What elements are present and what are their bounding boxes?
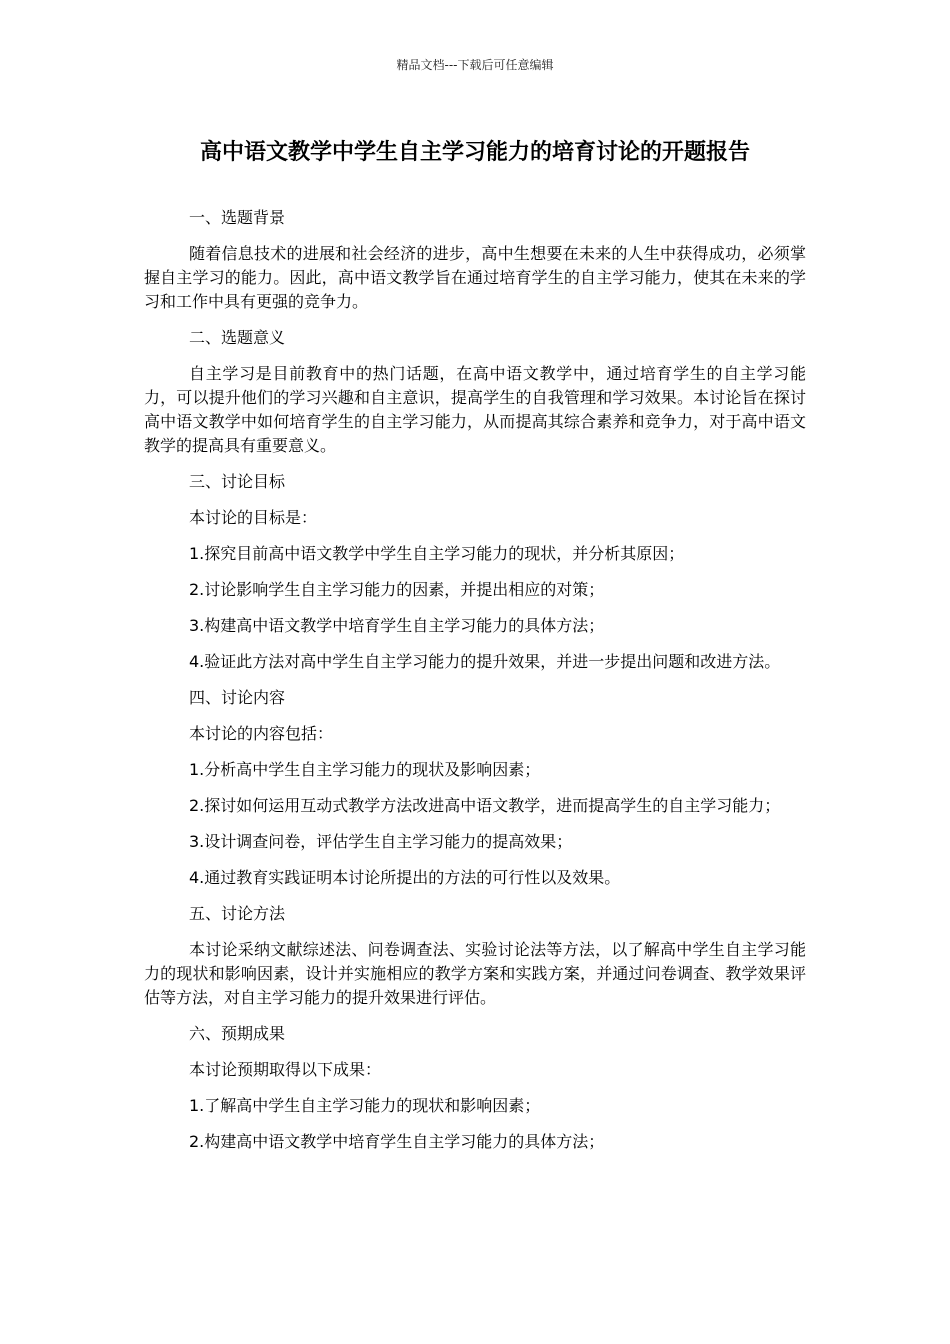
paragraph-content-intro: 本讨论的内容包括： — [189, 724, 334, 743]
paragraph-goals-intro: 本讨论的目标是： — [189, 508, 318, 527]
list-item-content-3: 3.设计调查问卷，评估学生自主学习能力的提高效果； — [189, 832, 573, 851]
document-title: 高中语文教学中学生自主学习能力的培育讨论的开题报告 — [199, 140, 750, 165]
header-note: 精品文档---下载后可任意编辑 — [396, 58, 554, 72]
paragraph-significance: 自主学习是目前教育中的热门话题，在高中语文教学中，通过培育学生的自主学习能力，可以提升他们的学习兴趣和自主意识，提高学生的自我管理和学习效果。本讨论旨在探讨高中语文教学中如何培育学生的自主学习能力，从而提高其综合素养和竞争力，对于高中语文教学的提高具有重要意义。 — [144, 364, 806, 455]
list-item-content-1: 1.分析高中学生自主学习能力的现状及影响因素； — [189, 760, 541, 779]
document-body — [144, 206, 806, 1166]
list-item-goal-1: 1.探究目前高中语文教学中学生自主学习能力的现状，并分析其原因； — [189, 544, 685, 563]
list-item-outcome-2: 2.构建高中语文教学中培育学生自主学习能力的具体方法； — [189, 1132, 605, 1151]
list-item-goal-3: 3.构建高中语文教学中培育学生自主学习能力的具体方法； — [189, 616, 605, 635]
paragraph-methods: 本讨论采纳文献综述法、问卷调查法、实验讨论法等方法，以了解高中学生自主学习能力的现状和影响因素，设计并实施相应的教学方案和实践方案，并通过问卷调查、教学效果评估等方法，对自主学习能力的提升效果进行评估。 — [144, 940, 806, 1007]
section-heading-background: 一、选题背景 — [189, 208, 286, 227]
list-item-goal-4: 4.验证此方法对高中学生自主学习能力的提升效果，并进一步提出问题和改进方法。 — [189, 652, 781, 671]
paragraph-outcomes-intro: 本讨论预期取得以下成果： — [189, 1060, 382, 1079]
list-item-content-2: 2.探讨如何运用互动式教学方法改进高中语文教学，进而提高学生的自主学习能力； — [189, 796, 781, 815]
section-heading-significance: 二、选题意义 — [189, 328, 286, 347]
section-heading-outcomes: 六、预期成果 — [189, 1024, 286, 1043]
list-item-goal-2: 2.讨论影响学生自主学习能力的因素，并提出相应的对策； — [189, 580, 605, 599]
list-item-outcome-1: 1.了解高中学生自主学习能力的现状和影响因素； — [189, 1096, 541, 1115]
section-heading-content: 四、讨论内容 — [189, 688, 286, 707]
list-item-content-4: 4.通过教育实践证明本讨论所提出的方法的可行性以及效果。 — [189, 868, 621, 887]
section-heading-methods: 五、讨论方法 — [189, 904, 286, 923]
section-heading-goals: 三、讨论目标 — [189, 472, 286, 491]
paragraph-background: 随着信息技术的进展和社会经济的进步，高中生想要在未来的人生中获得成功，必须掌握自主学习的能力。因此，高中语文教学旨在通过培育学生的自主学习能力，使其在未来的学习和工作中具有更强的竞争力。 — [144, 244, 806, 311]
